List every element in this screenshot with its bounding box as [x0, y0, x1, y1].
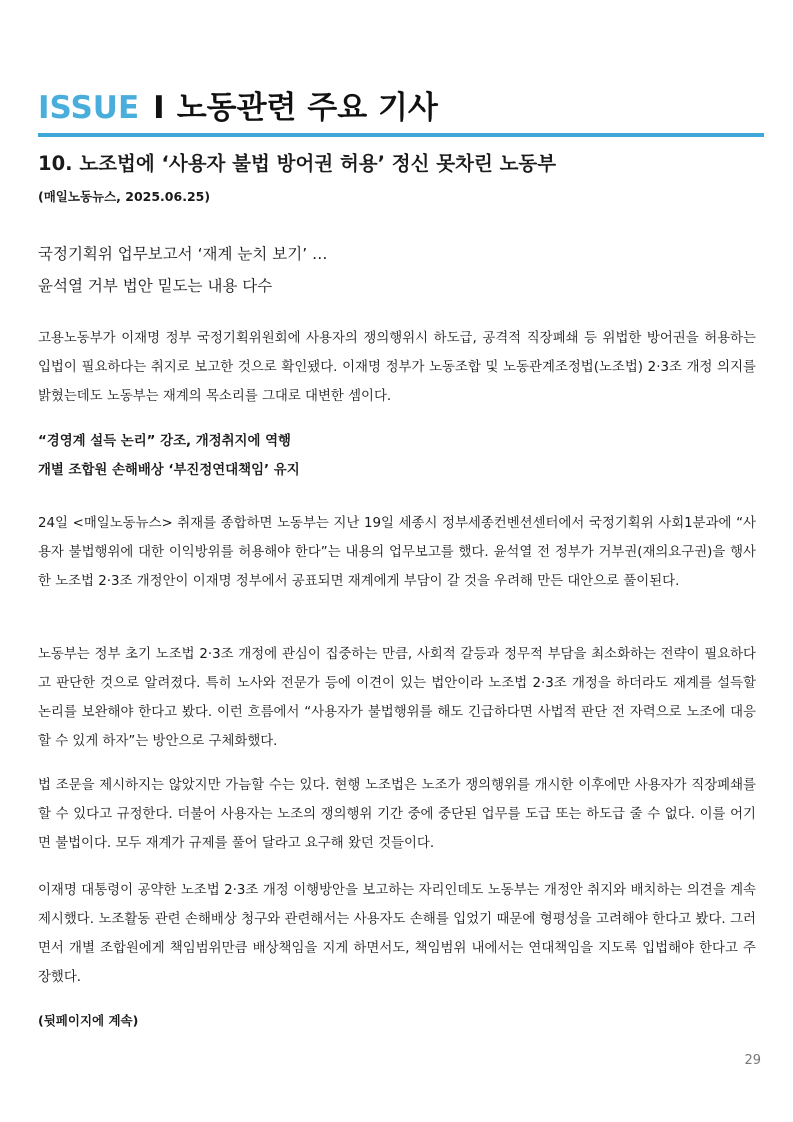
page-number: 29 — [744, 1053, 761, 1068]
section-heading-line: 개별 조합원 손해배상 ‘부진정연대책임’ 유지 — [38, 463, 300, 478]
paragraph: 이재명 대통령이 공약한 노조법 2·3조 개정 이행방안을 보고하는 자리인데도 노동부는 개정안 취지와 배치하는 의견을 계속 제시했다. 노조활동 관련 손해배상 청구와 관련해서는 사용자도 손해를 입었기 때문에 형평성을 고려해야 한다고 봤다. 그러면서 개별 조합원에게 책임범위만큼 배상책임을 지게 하면서도, 책임범위 내에서는 연대책임을 지도록 입법해야 한다고 주장했다. — [38, 883, 756, 985]
issue-label: ISSUE — [38, 90, 140, 126]
paragraph: 법 조문을 제시하지는 않았지만 가늠할 수는 있다. 현행 노조법은 노조가 쟁의행위를 개시한 이후에만 사용자가 직장폐쇄를 할 수 있다고 규정한다. 더불어 사용자는 노조의 쟁의행위 기간 중에 중단된 업무를 도급 또는 하도급 줄 수 없다. 이를 어기면 불법이다. 모두 재계가 규제를 풀어 달라고 요구해 왔던 것들이다. — [38, 778, 756, 851]
section-heading — [38, 427, 300, 485]
header-separator: I — [153, 90, 165, 126]
section-header — [38, 88, 764, 128]
article-source: (매일노동뉴스, 2025.06.25) — [38, 189, 211, 204]
article-subheadline — [38, 238, 328, 302]
paragraph: 고용노동부가 이재명 정부 국정기획위원회에 사용자의 쟁의행위시 하도급, 공격적 직장폐쇄 등 위법한 방어권을 허용하는 입법이 필요하다는 취지로 보고한 것으로 확인됐다. 이재명 정부가 노동조합 및 노동관계조정법(노조법) 2·3조 개정 의지를 밝혔는데도 노동부는 재계의 목소리를 그대로 대변한 셈이다. — [38, 331, 756, 404]
section-heading-line: “경영계 설득 논리” 강조, 개정취지에 역행 — [38, 434, 291, 449]
continue-note: (뒷페이지에 계속) — [38, 1013, 139, 1028]
subheadline-line: 윤석열 거부 법안 밑도는 내용 다수 — [38, 277, 273, 295]
header-rule — [38, 133, 764, 137]
article-title: 10. 노조법에 ‘사용자 불법 방어권 허용’ 정신 못차린 노동부 — [38, 152, 557, 175]
subheadline-line: 국정기획위 업무보고서 ‘재계 눈치 보기’ … — [38, 245, 328, 263]
section-title: 노동관련 주요 기사 — [176, 90, 438, 126]
paragraph: 노동부는 정부 초기 노조법 2·3조 개정에 관심이 집중하는 만큼, 사회적 갈등과 정무적 부담을 최소화하는 전략이 필요하다고 판단한 것으로 알려졌다. 특히 노사와 전문가 등에 이견이 있는 법안이라 노조법 2·3조 개정을 하더라도 재계를 설득할 논리를 보완해야 한다고 봤다. 이런 흐름에서 “사용자가 불법행위를 해도 긴급하다면 사법적 판단 전 자력으로 노조에 대응할 수 있게 하자”는 방안으로 구체화했다. — [38, 647, 756, 749]
paragraph: 24일 <매일노동뉴스> 취재를 종합하면 노동부는 지난 19일 세종시 정부세종컨벤션센터에서 국정기획위 사회1분과에 “사용자 불법행위에 대한 이익방위를 허용해야 한다”는 내용의 업무보고를 했다. 윤석열 전 정부가 거부권(재의요구권)을 행사한 노조법 2·3조 개정안이 이재명 정부에서 공표되면 재계에게 부담이 갈 것을 우려해 만든 대안으로 풀이된다. — [38, 516, 756, 589]
